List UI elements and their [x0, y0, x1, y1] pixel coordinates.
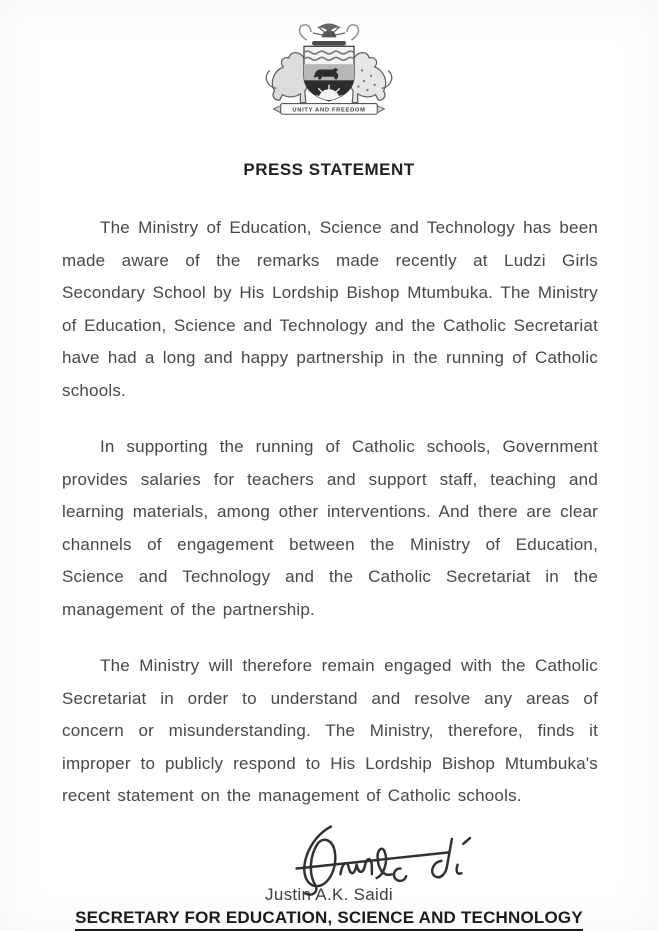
handwritten-signature-icon — [263, 819, 475, 899]
paragraph-3: The Ministry will therefore remain engaged with the Catholic Secretariat in order to understand and resolve any areas of concern or misunderstanding. The Ministry, therefore, finds it improper to publicly respond to His Lordship Bishop Mtumbuka's recent statement on the management of Catholic schools. — [62, 656, 598, 805]
right-sprig-icon — [347, 25, 359, 40]
motto-banner — [274, 104, 385, 115]
signatory-role — [0, 908, 658, 931]
letterhead — [0, 0, 658, 132]
leopard-supporter-icon — [350, 53, 392, 103]
statement-body — [62, 212, 598, 813]
signatory-name: Justin A.K. Saidi — [265, 884, 393, 904]
lion-supporter-icon — [266, 53, 308, 103]
page-title: PRESS STATEMENT — [243, 160, 415, 179]
motto-text: UNITY AND FREEDOM — [292, 107, 366, 114]
torse-icon — [312, 41, 346, 45]
malawi-coat-of-arms-icon — [253, 13, 405, 127]
paragraph-2: In supporting the running of Catholic schools, Government provides salaries for teachers and support staff, teaching and learning materials, among other interventions. And there are clear channels of engagement between the Ministry of Education, Science and Technology and the Catholic Secretariat in the management of the partnership. — [62, 437, 598, 619]
shield-icon — [304, 46, 354, 101]
signatory-title-underlined: SECRETARY FOR EDUCATION, SCIENCE AND TECHNOLOGY — [75, 908, 583, 931]
signature-block — [0, 819, 658, 931]
paragraph-1: The Ministry of Education, Science and Technology has been made aware of the remarks made recently at Ludzi Girls Secondary School by His Lordship Bishop Mtumbuka. The Ministry of Education, Science and Technology and the Catholic Secretariat have had a long and happy partnership in the running of Catholic schools. — [62, 218, 598, 400]
left-sprig-icon — [299, 25, 311, 40]
